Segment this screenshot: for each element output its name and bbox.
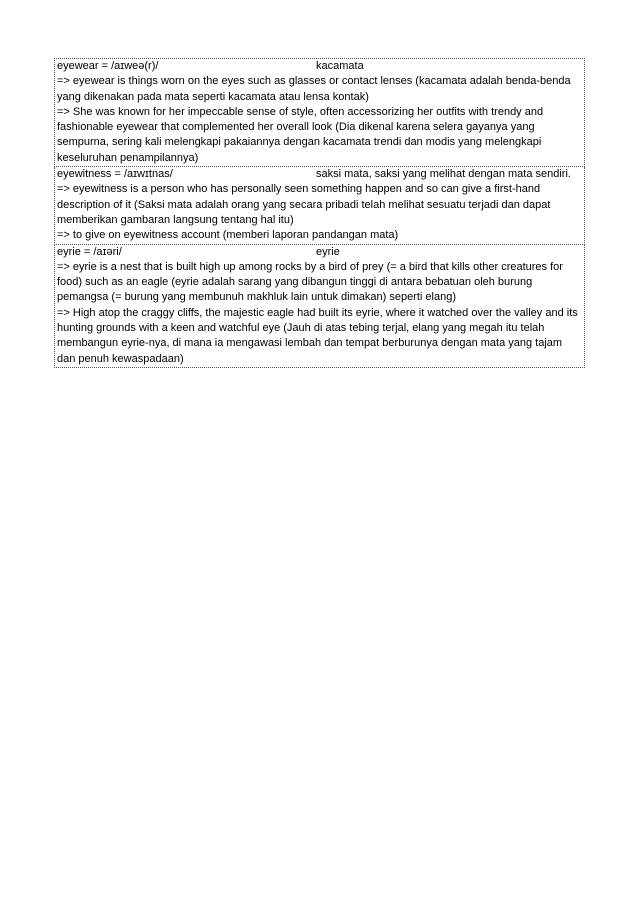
entry-example: => High atop the craggy cliffs, the majestic eagle had built its eyrie, where it watched over the valley and its hunting grounds with a keen and watchful eye (Jauh di atas tebing terjal, elang yang megah itu telah membangun eyrie-nya, di mana ia mengawasi lembah dan tempat berburunya dengan mata yang tajam dan penuh kewaspadaan) <box>57 306 578 365</box>
entry-definition: => eyewear is things worn on the eyes such as glasses or contact lenses (kacamata adalah benda-benda yang dikenakan pada mata seperti kacamata atau lensa kontak) <box>57 75 571 103</box>
entry-definition: => eyrie is a nest that is built high up among rocks by a bird of prey (= a bird that kills other creatures for food) such as an eagle (eyrie adalah sarang yang dibangun tinggi di antara bebatuan oleh burung pemangsa (= burung yang membunuh makhluk lain untuk dimakan) seperti elang) <box>57 260 563 304</box>
entry-term: eyrie = /aɪəri/ <box>57 245 122 258</box>
entry-cell-eyrie <box>55 244 585 367</box>
entry-heading <box>57 167 582 182</box>
entry-meaning: eyrie <box>316 245 340 258</box>
entry-cell-eyewitness <box>55 167 585 244</box>
entry-heading <box>57 59 582 74</box>
entry-example: => She was known for her impeccable sense of style, often accessorizing her outfits with trendy and fashionable eyewear that complemented her overall look (Dia dikenal karena selera gayanya yang sempurna, sering kali melengkapi pakaiannya dengan kacamata trendi dan modis yang melengkapi keseluruhan penampilannya) <box>57 105 544 164</box>
entry-meaning: kacamata <box>316 60 364 72</box>
entry-term: eyewear = /aɪweə(r)/ <box>57 60 159 72</box>
table-row <box>55 59 585 167</box>
entry-definition: => eyewitness is a person who has personally seen something happen and so can give a first-hand description of it (Saksi mata adalah orang yang secara pribadi telah melihat sesuatu terjadi dan dapat memberikan gambaran langsung tentang hal itu) <box>57 183 551 226</box>
table-row <box>55 244 585 367</box>
entry-example: => to give on eyewitness account (memberi laporan pandangan mata) <box>57 229 399 242</box>
entry-term: eyewitness = /aɪwɪtnas/ <box>57 168 173 181</box>
entry-heading <box>57 245 582 260</box>
entry-cell-eyewear <box>55 59 585 167</box>
entry-meaning: saksi mata, saksi yang melihat dengan mata sendiri. <box>316 168 571 181</box>
vocabulary-table <box>54 58 585 368</box>
table-row <box>55 167 585 244</box>
